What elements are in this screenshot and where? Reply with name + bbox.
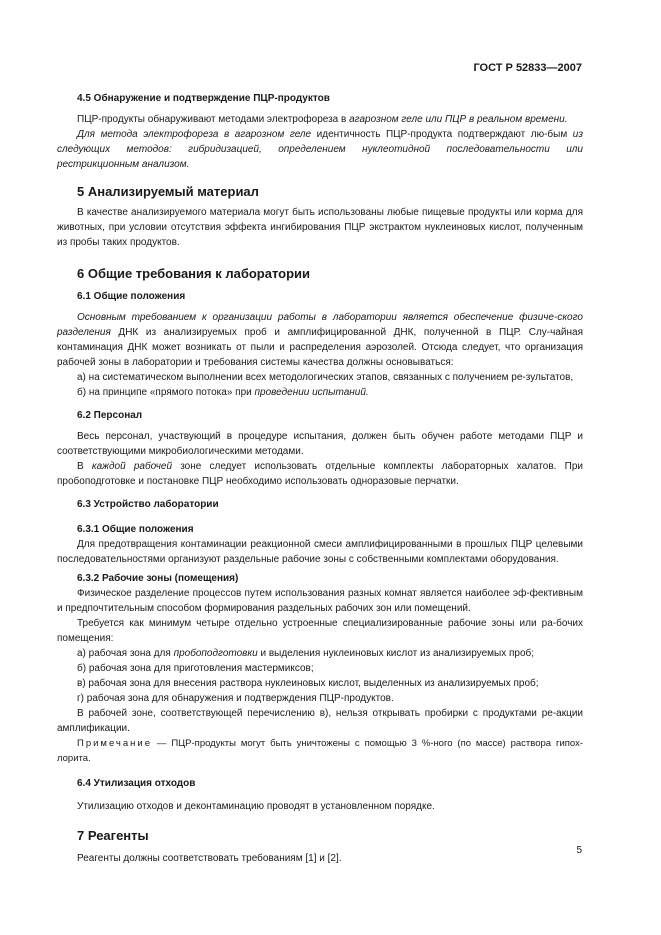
list-item bbox=[57, 385, 583, 400]
text-run-italic: пробоподготовки bbox=[173, 648, 258, 659]
text-run: зоне следует использовать отдельные комплекты лабораторных халатов. При пробоподготовке и постановке ПЦР необходимо использовать одноразовые перчатки. bbox=[57, 461, 583, 487]
subsection-heading-4-5: 4.5 Обнаружение и подтверждение ПЦР-продуктов bbox=[77, 93, 330, 104]
text-run: а) рабочая зона для bbox=[77, 648, 174, 659]
text-run: ПЦР-продукты обнаруживают методами электрофореза в bbox=[77, 114, 350, 125]
text-run-italic: агарозном геле или ПЦР в реальном времени. bbox=[349, 114, 568, 125]
paragraph bbox=[57, 459, 583, 489]
subsection-heading-6-4: 6.4 Утилизация отходов bbox=[77, 778, 196, 789]
text-run: идентичность ПЦР-продукта подтверждают лю-бым bbox=[311, 129, 573, 140]
text-run-italic: Для метода электрофореза в агарозном геле bbox=[77, 129, 312, 140]
paragraph: Утилизацию отходов и деконтаминацию проводят в установленном порядке. bbox=[77, 801, 435, 812]
note-label: Примечание bbox=[77, 738, 152, 749]
section-heading-6: 6 Общие требования к лаборатории bbox=[77, 266, 311, 281]
paragraph: Для предотвращения контаминации реакционной смеси амплифицированными в прошлых ПЦР целевыми последовательностями организуют раздельные рабочие зоны с собственными комплектами оборудования. bbox=[57, 539, 583, 565]
list-item: б) рабочая зона для приготовления мастермиксов; bbox=[77, 663, 314, 674]
subsection-heading-6-1: 6.1 Общие положения bbox=[77, 291, 186, 302]
paragraph: В рабочей зоне, соответствующей перечислению в), нельзя открывать пробирки с продуктами ре-акции амплификации. bbox=[57, 708, 583, 734]
paragraph: В качестве анализируемого материала могут быть использованы любые пищевые продукты или корма для животных, при условии отсутствия эффекта ингибирования ПЦР экстрактом нуклеиновых кислот, полученным из пробы таких продуктов. bbox=[57, 207, 583, 248]
document-body bbox=[57, 91, 583, 866]
text-run-italic: из следующих методов: гибридизацией, определением нуклеотидной последовательности или рестрикционным анализом. bbox=[57, 129, 583, 170]
subsection-heading-6-3-1: 6.3.1 Общие положения bbox=[77, 524, 194, 535]
list-item: в) рабочая зона для внесения раствора нуклеиновых кислот, выделенных из анализируемых проб; bbox=[77, 678, 539, 689]
page-number: 5 bbox=[576, 845, 582, 856]
list-item: а) на систематическом выполнении всех методологических этапов, связанных с получением ре-зультатов, bbox=[77, 372, 574, 383]
text-run: В bbox=[77, 461, 92, 472]
paragraph bbox=[57, 310, 583, 370]
section-heading-7: 7 Реагенты bbox=[77, 828, 149, 843]
paragraph: Реагенты должны соответствовать требованиям [1] и [2]. bbox=[77, 853, 342, 864]
subsection-heading-6-3-2: 6.3.2 Рабочие зоны (помещения) bbox=[77, 573, 239, 584]
note-text: — ПЦР-продукты могут быть уничтожены с помощью 3 %-ного (по массе) раствора гипох-лорита. bbox=[57, 738, 583, 764]
list-item: г) рабочая зона для обнаружения и подтверждения ПЦР-продуктов. bbox=[77, 693, 394, 704]
paragraph: Физическое разделение процессов путем использования разных комнат является наиболее эф-фективным и предпочтительным способом формирования раздельных рабочих зон или помещений. bbox=[57, 588, 583, 614]
note bbox=[57, 736, 583, 766]
paragraph: Требуется как минимум четыре отдельно устроенные специализированные рабочие зоны или ра-бочих помещения: bbox=[57, 618, 583, 644]
text-run-italic: каждой рабочей bbox=[91, 461, 173, 472]
paragraph bbox=[57, 127, 583, 172]
subsection-heading-6-3: 6.3 Устройство лаборатории bbox=[77, 499, 219, 510]
text-run: и выделения нуклеиновых кислот из анализируемых проб; bbox=[257, 648, 535, 659]
text-run-italic: проведении испытаний. bbox=[254, 387, 369, 398]
document-code: ГОСТ Р 52833—2007 bbox=[473, 62, 582, 74]
paragraph: Весь персонал, участвующий в процедуре испытания, должен быть обучен работе методами ПЦР и соответствующими микробиологическими методами. bbox=[57, 431, 583, 457]
text-run-italic: Основным требованием к организации работы в лаборатории является обеспечение физиче-ского разделения bbox=[57, 312, 583, 338]
section-heading-5: 5 Анализируемый материал bbox=[77, 184, 259, 199]
list-item bbox=[57, 646, 583, 661]
text-run: б) на принципе «прямого потока» при bbox=[77, 387, 255, 398]
text-run: ДНК из анализируемых проб и амплифицированной ДНК, полученной в ПЦР. Слу-чайная контаминация ДНК может возникать от пыли и распределения аэрозолей. Отсюда следует, что организация рабочей зоны в лаборатории и требования системы качества должны основываться: bbox=[57, 327, 583, 368]
subsection-heading-6-2: 6.2 Персонал bbox=[77, 410, 143, 421]
paragraph bbox=[57, 112, 583, 127]
